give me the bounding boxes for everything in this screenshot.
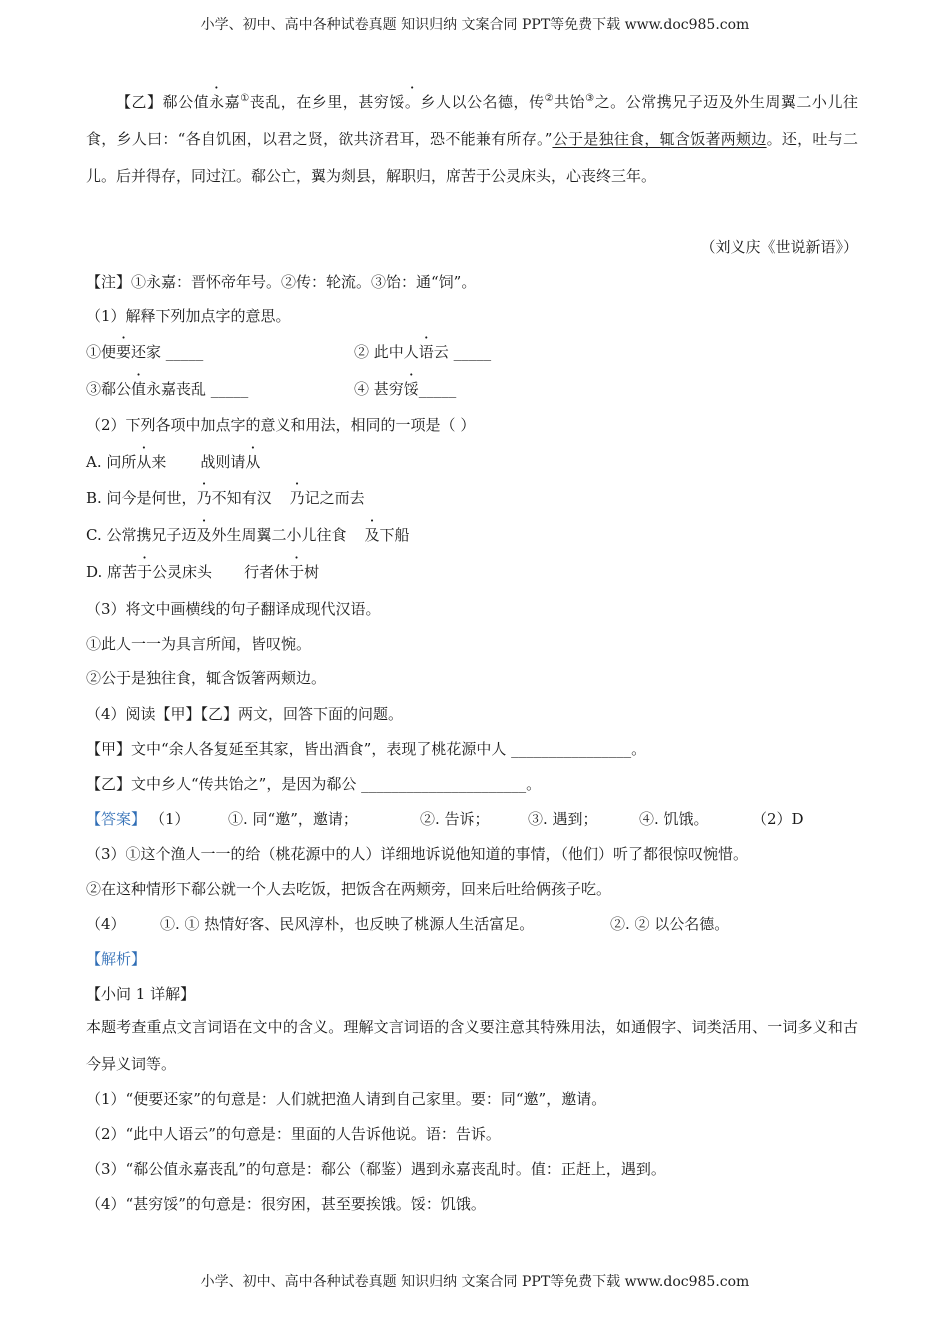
q1-stem: （1）解释下列加点字的意思。 <box>86 307 291 325</box>
answer-q4-b: ②. ② 以公名德。 <box>610 915 730 933</box>
q4-part-a: 【甲】文中“余人各复延至其家，皆出酒食”，表现了桃花源中人 ________________。 <box>86 740 647 758</box>
q3-sentence-2: ②公于是独往食，辄含饭箸两颊边。 <box>86 669 327 687</box>
answer-q1-b: ②. 告诉； <box>420 810 490 828</box>
q3-stem: （3）将文中画横线的句子翻译成现代汉语。 <box>86 600 381 618</box>
answer-q1-c: ③. 遇到； <box>528 810 598 828</box>
answer-q4-num: （4） <box>86 915 126 933</box>
q4-stem: （4）阅读【甲】【乙】两文，回答下面的问题。 <box>86 705 404 723</box>
analysis-intro: 本题考查重点文言词语在文中的含义。理解文言词语的含义要注意其特殊用法，如通假字、词类活用、一词多义和古今异义词等。 <box>86 1018 858 1073</box>
q2-option-d: D. 席苦于公灵床头 行者休于树 <box>86 563 320 581</box>
q4-part-b: 【乙】文中乡人“传共饴之”，是因为郗公 ______________________。 <box>86 775 542 793</box>
page-header: 小学、初中、高中各种试卷真题 知识归纳 文案合同 PPT等免费下载 www.doc985.com <box>200 17 750 33</box>
answer-label: 【答案】 <box>86 810 147 828</box>
analysis-e2: （2）“此中人语云”的句意是：里面的人告诉他说。语：告诉。 <box>86 1125 501 1143</box>
analysis-e4: （4）“甚穷馁”的句意是：很穷困，甚至要挨饿。馁：饥饿。 <box>86 1195 486 1213</box>
underlined-sentence: 公于是独往食，辄含饭著两颊边 <box>552 130 767 148</box>
note: 【注】①永嘉：晋怀帝年号。②传：轮流。③饴：通“饲”。 <box>86 273 477 291</box>
answer-q2: （2）D <box>752 810 804 828</box>
answer-q1-num: （1） <box>150 810 190 828</box>
q1-item-c: ③郗公值永嘉丧乱 _____ <box>86 380 249 398</box>
passage-source: （刘义庆《世说新语》） <box>700 238 858 256</box>
q2-option-c: C. 公常携兄子迈及外生周翼二小儿往食 及下船 <box>86 526 410 544</box>
q2-option-a: A. 问所从来 战则请从 <box>86 453 261 471</box>
analysis-e1: （1）“便要还家”的句意是：人们就把渔人请到自己家里。要：同“邀”，邀请。 <box>86 1090 607 1108</box>
passage-text: 【乙】郗公值永嘉①丧乱，在乡里，甚穷馁。乡人以公名德，传②共饴③之。公常携兄子迈及外生周翼二小儿往食，乡人曰：“各自饥困，以君之贤，欲共济君耳，恐不能兼有所存。”公于是独往食，辄含饭著两颊边。还，吐与二儿。后并得存，同过江。郗公亡，翼为剡县，解职归，席苦于公灵床头，心丧终三年。 <box>86 93 858 185</box>
analysis-label: 【解析】 <box>86 950 147 968</box>
answer-q1-d: ④. 饥饿。 <box>639 810 709 828</box>
q1-item-d: ④ 甚穷馁_____ <box>354 380 457 398</box>
answer-q4-a: ①. ① 热情好客、民风淳朴，也反映了桃源人生活富足。 <box>160 915 535 933</box>
q1-item-b: ② 此中人语云 _____ <box>354 343 492 361</box>
q3-sentence-1: ①此人一一为具言所闻，皆叹惋。 <box>86 635 312 653</box>
q1-item-a: ①便要还家 _____ <box>86 343 204 361</box>
page-footer: 小学、初中、高中各种试卷真题 知识归纳 文案合同 PPT等免费下载 www.doc985.com <box>200 1274 750 1290</box>
answer-q3-a: （3）①这个渔人一一的给（桃花源中的人）详细地诉说他知道的事情，（他们）听了都很惊叹惋惜。 <box>86 845 749 863</box>
analysis-sub1: 【小问 1 详解】 <box>86 985 196 1003</box>
answer-q3-b: ②在这种情形下郗公就一个人去吃饭，把饭含在两颊旁，回来后吐给俩孩子吃。 <box>86 880 612 898</box>
q2-option-b: B. 问今是何世，乃不知有汉 乃记之而去 <box>86 489 365 507</box>
q2-stem: （2）下列各项中加点字的意义和用法，相同的一项是（ ） <box>86 416 476 434</box>
analysis-e3: （3）“郗公值永嘉丧乱”的句意是：郗公（郗鉴）遇到永嘉丧乱时。值：正赶上，遇到。 <box>86 1160 666 1178</box>
answer-q1-a: ①. 同“邀”，邀请； <box>228 810 358 828</box>
